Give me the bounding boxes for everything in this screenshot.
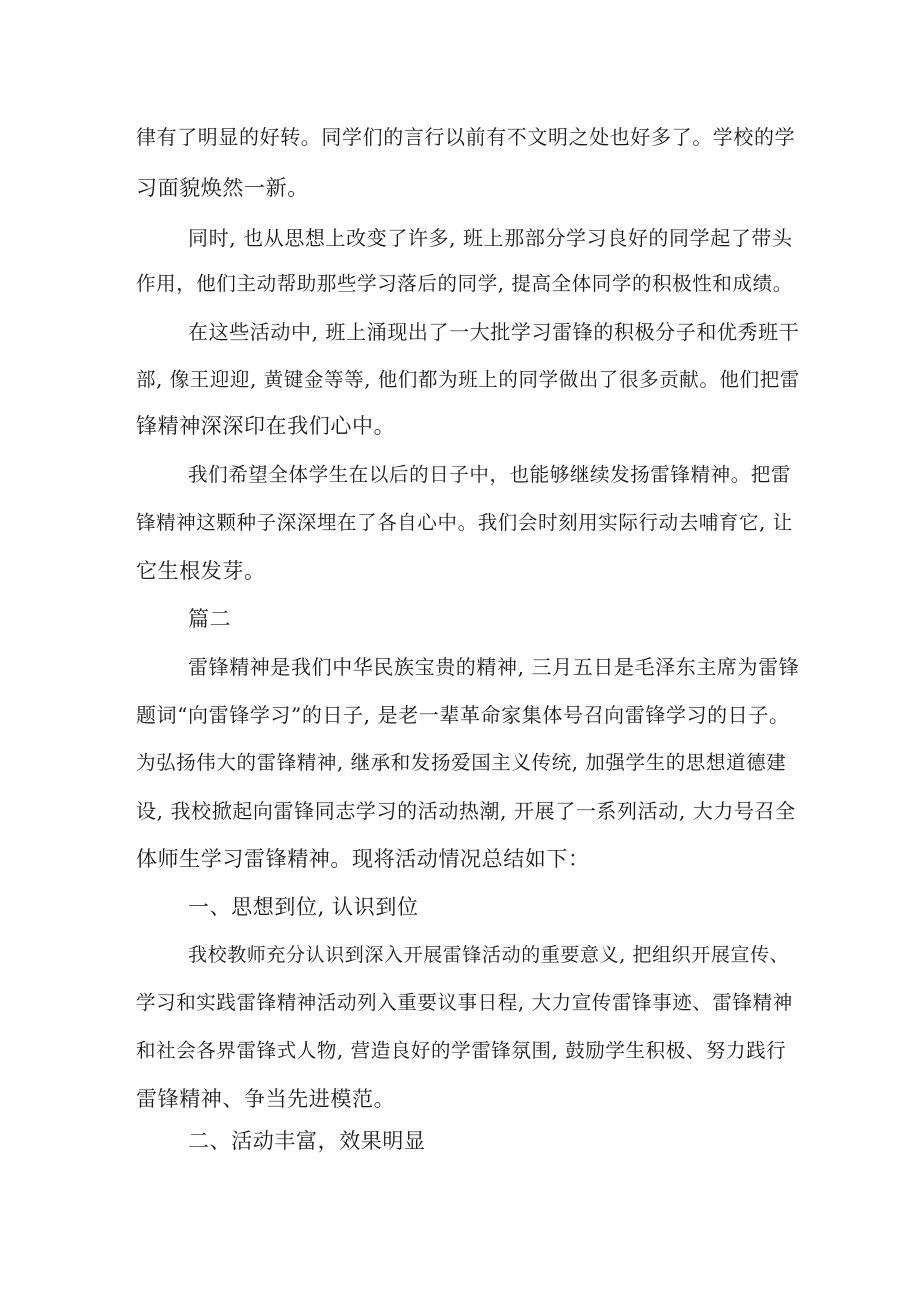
text-line: 为弘扬伟大的雷锋精神, 继承和发扬爱国主义传统, 加强学生的思想道德建: [136, 751, 787, 774]
subsection-heading: 二、活动丰富，效果明显: [188, 1129, 426, 1153]
subsection-heading: 一、思想到位, 认识到位: [188, 895, 419, 919]
text-line: 雷锋精神、争当先进模范。: [136, 1087, 396, 1111]
paragraph-start-line: 雷锋精神是我们中华民族宝贵的精神, 三月五日是毛泽东主席为雷锋: [188, 655, 800, 679]
text-line: 部, 像王迎迎, 黄键金等等, 他们都为班上的同学做出了很多贡献。他们把雷: [136, 368, 800, 391]
paragraph-start-line: 在这些活动中, 班上涌现出了一大批学习雷锋的积极分子和优秀班干: [188, 320, 800, 344]
text-line: 题词“向雷锋学习”的日子, 是老一辈革命家集体号召向雷锋学习的日子。: [136, 703, 790, 727]
text-line: 设, 我校掀起向雷锋同志学习的活动热潮, 开展了一系列活动, 大力号召全: [136, 799, 796, 823]
paragraph-start-line: 我校教师充分认识到深入开展雷锋活动的重要意义, 把组织开展宣传、: [188, 944, 790, 966]
text-line: 锋精神这颗种子深深埋在了各自心中。我们会时刻用实际行动去哺育它, 让: [136, 511, 793, 534]
text-line: 作用，他们主动帮助那些学习落后的同学, 提高全体同学的积极性和成绩。: [136, 272, 793, 295]
text-line: 体师生学习雷锋精神。现将活动情况总结如下：: [136, 847, 590, 871]
text-line: 学习和实践雷锋精神活动列入重要议事日程, 大力宣传雷锋事迹、雷锋精神: [136, 991, 793, 1014]
text-line: 律有了明显的好转。同学们的言行以前有不文明之处也好多了。学校的学: [136, 125, 796, 149]
section-heading: 篇二: [188, 607, 232, 631]
text-line: 习面貌焕然一新。: [136, 176, 309, 200]
text-line: 它生根发芽。: [136, 559, 266, 583]
paragraph-start-line: 我们希望全体学生在以后的日子中，也能够继续发扬雷锋精神。把雷: [188, 463, 792, 486]
text-line: 锋精神深深印在我们心中。: [136, 414, 396, 438]
paragraph-start-line: 同时, 也从思想上改变了许多, 班上那部分学习良好的同学起了带头: [188, 226, 793, 250]
text-line: 和社会各界雷锋式人物, 营造良好的学雷锋氛围, 鼓励学生积极、努力践行: [136, 1039, 787, 1062]
